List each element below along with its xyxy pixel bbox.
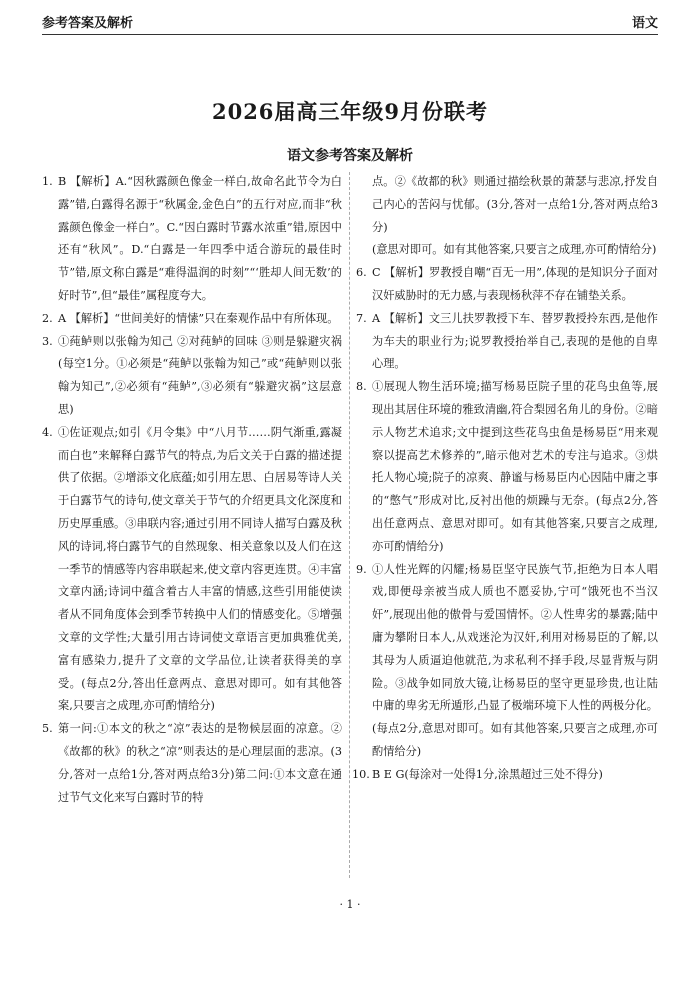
answer-number: 5.	[42, 722, 53, 736]
answer-item	[42, 308, 342, 331]
answer-text: B E G(每涂对一处得1分,涂黑超过三处不得分)	[372, 767, 603, 781]
document-subtitle: 语文参考答案及解析	[287, 148, 413, 164]
answer-item	[356, 239, 658, 262]
answer-item	[352, 764, 658, 787]
answer-text: ①佐证观点;如引《月令集》中“八月节……阴气渐重,露凝而白也”来解释白露节气的特点,为后文关于白露的描述提供了依据。②增添文化底蕴;如引用左思、白居易等诗人关于白露节气的诗句,使文章关于节气的介绍更具文化深度和历史厚重感。③串联内容;通过引用不同诗人描写白露及秋风的诗词,将白露节气的自然现象、相关意象以及人们在这一季节的情感等内容串联起来,使文章内容更连贯。④丰富文章内涵;诗词中蕴含着古人丰富的情感,这些引用能使读者从不同角度体会到季节转换中人们的情感变化。⑤增强文章的文学性;大量引用古诗词使文章语言更加典雅优美,富有感染力,提升了文章的文学品位,让读者获得美的享受。(每点2分,答出任意两点、意思对即可。如有其他答案,只要言之成理,亦可酌情给分)	[58, 425, 342, 713]
answer-item	[42, 171, 342, 308]
answer-item	[356, 376, 658, 558]
answer-number: 10.	[352, 767, 370, 781]
page-number: · 1 ·	[339, 898, 361, 911]
answer-item	[356, 308, 658, 376]
answer-text: ①人性光辉的闪耀;杨易臣坚守民族气节,拒绝为日本人唱戏,即便母亲被当成人质也不愿妥协,宁可“饿死也不当汉奸”,展现出他的傲骨与爱国情怀。②人性卑劣的暴露;陆中庸为攀附日本人,从戏迷沦为汉奸,利用对杨易臣的了解,以其母为人质逼迫他就范,为求私利不择手段,尽显背叛与阴险。③战争如同放大镜,让杨易臣的坚守更显珍贵,也让陆中庸的卑劣无所遁形,凸显了极端环境下人性的两极分化。(每点2分,意思对即可。如有其他答案,只要言之成理,亦可酌情给分)	[372, 562, 658, 758]
answer-number: 4.	[42, 425, 53, 439]
answer-number: 8.	[356, 380, 367, 394]
answer-text: A 【解析】文三儿扶罗教授下车、替罗教授拎东西,是他作为车夫的职业行为;说罗教授抬举自己,表现的是他的自卑心理。	[372, 311, 658, 371]
answer-text: C 【解析】罗教授自嘲“百无一用”,体现的是知识分子面对汉奸威胁时的无力感,与表现杨秋萍不存在铺垫关系。	[372, 266, 658, 302]
answer-number: 3.	[42, 334, 53, 348]
answer-item	[356, 171, 658, 239]
document-title: 2026届高三年级9月份联考	[211, 99, 489, 124]
answer-number: 9.	[356, 562, 367, 576]
answer-item	[42, 331, 342, 422]
answer-text: ①莼鲈则以张翰为知己 ②对莼鲈的回味 ③则是躲避灾祸(每空1分。①必须是“莼鲈以张翰为知己”或“莼鲈则以张翰为知己”,②必须有“莼鲈”,③必须有“躲避灾祸”这层意思)	[58, 334, 342, 416]
answer-number: 2.	[42, 311, 53, 325]
left-column	[42, 171, 342, 809]
answer-number: 6.	[356, 266, 367, 280]
answer-text: 第一问:①本文的秋之“凉”表达的是物候层面的凉意。②《故都的秋》的秋之“凉”则表达的是心理层面的悲凉。(3分,答对一点给1分,答对两点给3分)第二问:①本文意在通过节气文化来写白露时节的特	[58, 722, 342, 804]
answer-text: B 【解析】A.“因秋露颜色像金一样白,故命名此节令为白露”错,白露得名源于“秋属金,金色白”的五行对应,而非“秋露颜色像金一样白”。C.“因白露时节露水浓重”错,原因中还有“秋风”。D.“白露是一年四季中适合游玩的最佳时节”错,原文称白露是“难得温润的时刻”“‘胜却人间无数’的好时节”,但“最佳”属程度夸大。	[58, 175, 342, 302]
answer-item	[356, 262, 658, 308]
answer-number: 7.	[356, 311, 367, 325]
answer-item	[356, 559, 658, 764]
header-subject-label: 语文	[631, 16, 658, 31]
answer-text: ①展现人物生活环境;描写杨易臣院子里的花鸟虫鱼等,展现出其居住环境的雅致清幽,符合梨园名角儿的身份。②暗示人物艺术追求;文中提到这些花鸟虫鱼是杨易臣“用来观察以提高艺术修养的”,暗示他对艺术的专注与追求。③烘托人物心境;院子的凉爽、静谧与杨易臣内心因陆中庸之事的“憋气”形成对比,反衬出他的烦躁与无奈。(每点2分,答出任意两点、意思对即可。如有其他答案,只要言之成理,亦可酌情给分)	[372, 380, 658, 553]
answer-number: 1.	[42, 175, 53, 188]
answer-text: A 【解析】“世间美好的情愫”只在秦观作品中有所体现。	[58, 311, 339, 325]
answer-text: (意思对即可。如有其他答案,只要言之成理,亦可酌情给分)	[372, 243, 657, 257]
right-column	[352, 171, 658, 787]
page-header	[42, 10, 658, 35]
column-divider	[349, 172, 350, 878]
answer-item	[42, 718, 342, 809]
answer-text: 点。②《故都的秋》则通过描绘秋景的萧瑟与悲凉,抒发自己内心的苦闷与忧郁。(3分,答对一点给1分,答对两点给3分)	[372, 175, 658, 234]
answer-item	[42, 422, 342, 718]
header-left-label: 参考答案及解析	[42, 16, 134, 31]
